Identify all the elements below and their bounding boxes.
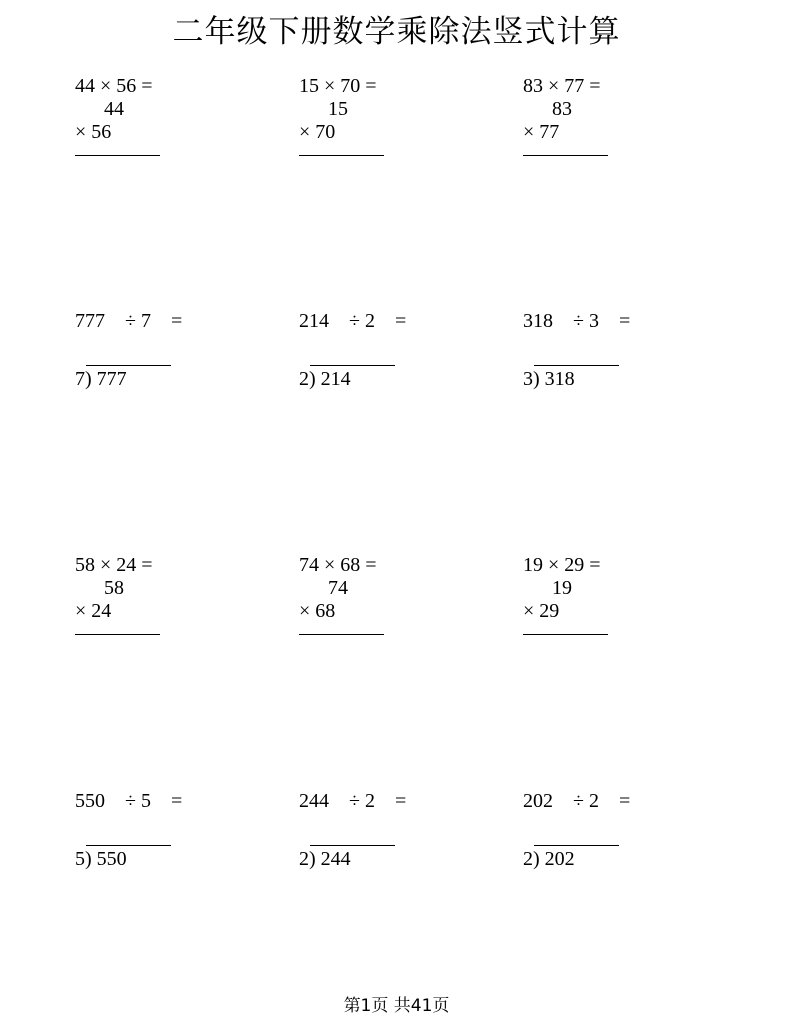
equation-text: 19 × 29 = [523, 554, 601, 576]
quotient-line [86, 365, 171, 366]
equation-text: 202 ÷ 2 = [523, 790, 631, 812]
answer-line [523, 634, 608, 635]
division-problem [523, 310, 723, 430]
answer-line [299, 155, 384, 156]
multiplication-problem [523, 554, 723, 674]
multiplication-problem [523, 75, 723, 195]
division-problem [75, 310, 275, 430]
equation-text: 550 ÷ 5 = [75, 790, 183, 812]
top-operand: 44 [104, 98, 124, 120]
division-problem [523, 790, 723, 910]
top-operand: 15 [328, 98, 348, 120]
equation-text: 214 ÷ 2 = [299, 310, 407, 332]
division-setup: 2) 244 [299, 848, 351, 870]
equation-text: 58 × 24 = [75, 554, 153, 576]
division-problem [299, 790, 499, 910]
quotient-line [86, 845, 171, 846]
answer-line [523, 155, 608, 156]
division-setup: 2) 214 [299, 368, 351, 390]
division-problem [299, 310, 499, 430]
division-setup: 5) 550 [75, 848, 127, 870]
equation-text: 83 × 77 = [523, 75, 601, 97]
quotient-line [310, 365, 395, 366]
bottom-operand: × 29 [523, 600, 560, 622]
quotient-line [534, 365, 619, 366]
multiplication-problem [75, 554, 275, 674]
top-operand: 19 [552, 577, 572, 599]
bottom-operand: × 77 [523, 121, 560, 143]
division-setup: 2) 202 [523, 848, 575, 870]
equation-text: 44 × 56 = [75, 75, 153, 97]
equation-text: 777 ÷ 7 = [75, 310, 183, 332]
equation-text: 15 × 70 = [299, 75, 377, 97]
division-setup: 3) 318 [523, 368, 575, 390]
equation-text: 74 × 68 = [299, 554, 377, 576]
quotient-line [310, 845, 395, 846]
equation-text: 244 ÷ 2 = [299, 790, 407, 812]
top-operand: 74 [328, 577, 348, 599]
multiplication-problem [75, 75, 275, 195]
bottom-operand: × 68 [299, 600, 336, 622]
top-operand: 58 [104, 577, 124, 599]
equation-text: 318 ÷ 3 = [523, 310, 631, 332]
page-title: 二年级下册数学乘除法竖式计算 [172, 14, 621, 50]
page-footer: 第1页 共41页 [343, 996, 450, 1016]
top-operand: 83 [552, 98, 572, 120]
answer-line [75, 155, 160, 156]
bottom-operand: × 56 [75, 121, 112, 143]
bottom-operand: × 70 [299, 121, 336, 143]
answer-line [299, 634, 384, 635]
bottom-operand: × 24 [75, 600, 112, 622]
division-problem [75, 790, 275, 910]
quotient-line [534, 845, 619, 846]
multiplication-problem [299, 554, 499, 674]
answer-line [75, 634, 160, 635]
multiplication-problem [299, 75, 499, 195]
division-setup: 7) 777 [75, 368, 127, 390]
